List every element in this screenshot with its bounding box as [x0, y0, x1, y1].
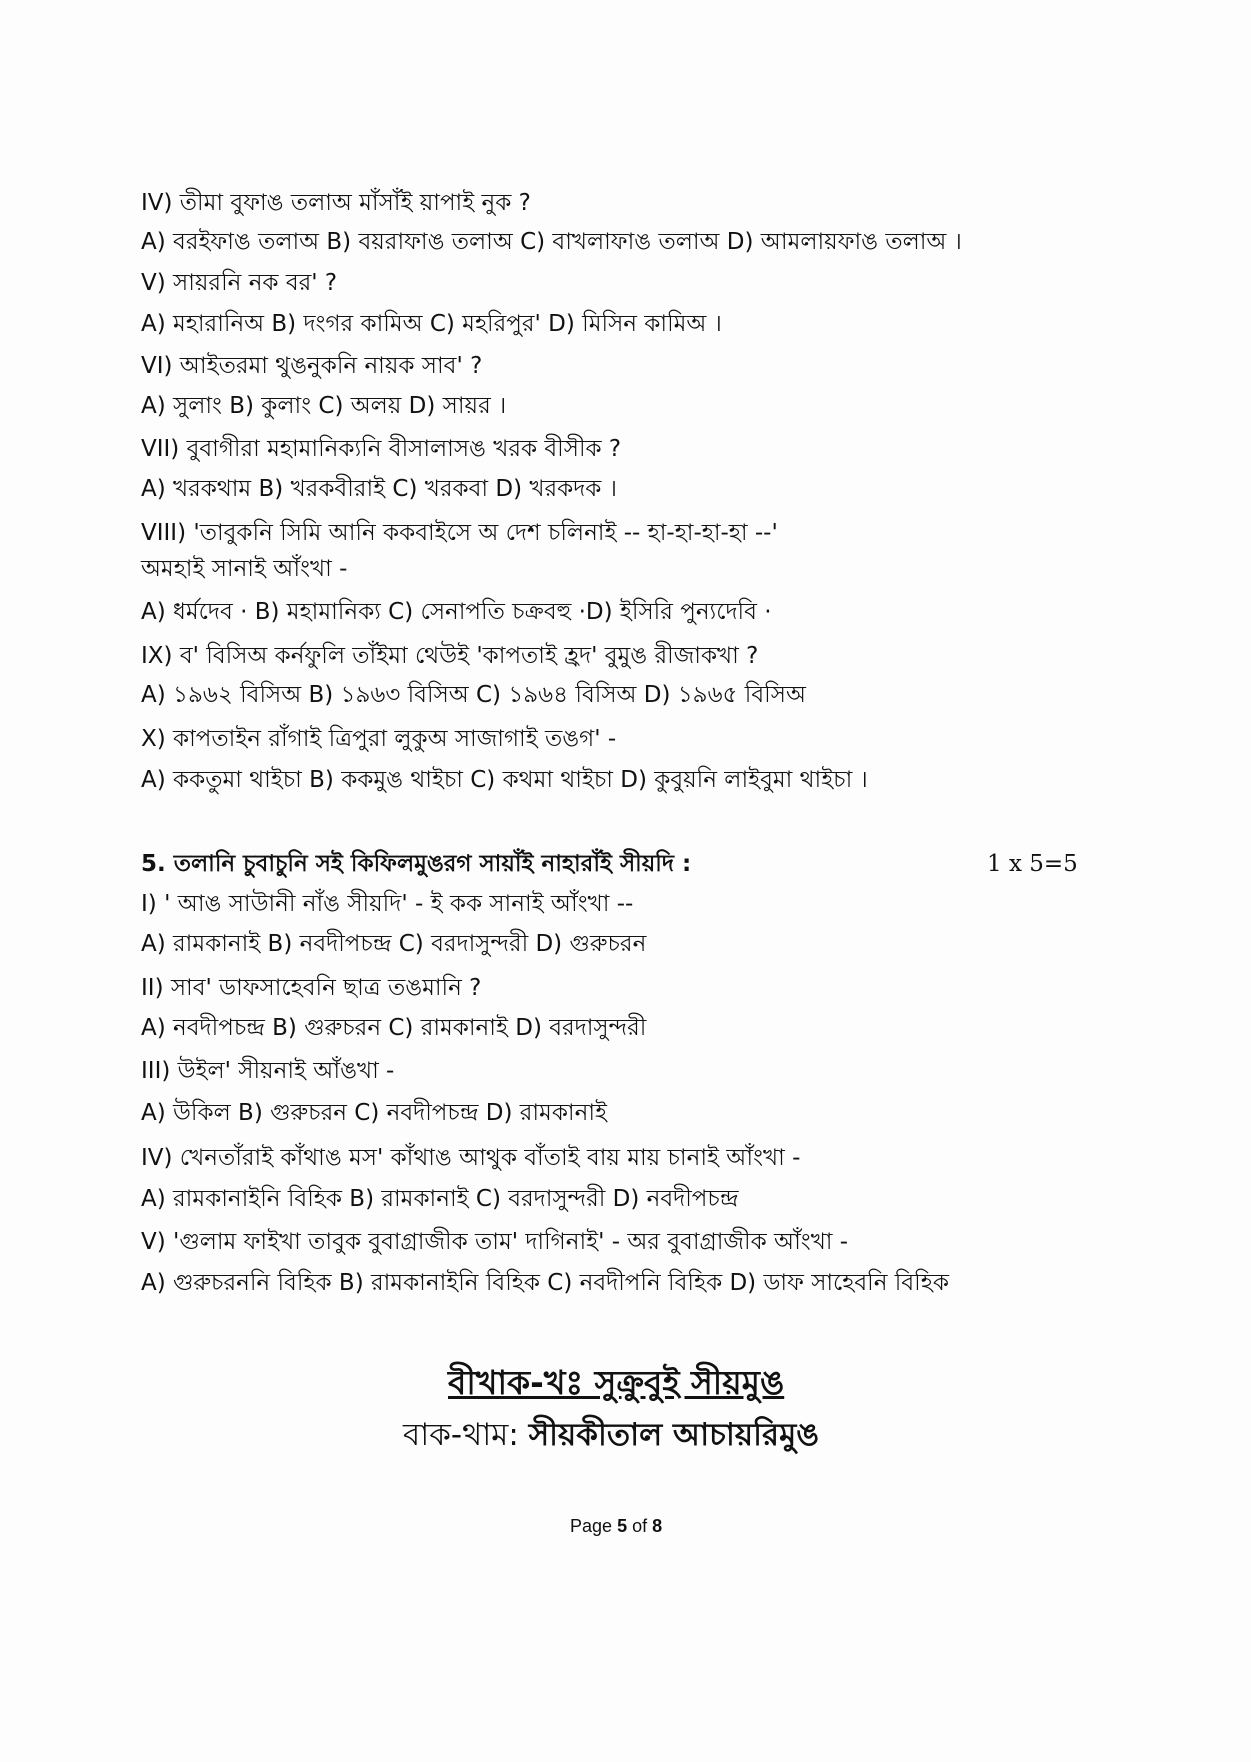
page-prefix: Page: [570, 1516, 613, 1536]
question-v: V) সায়রনি নক বর' ?: [141, 270, 338, 296]
s5-question-iii: III) উইল' সীয়নাই আঁঙখা -: [141, 1058, 395, 1084]
options-x: A) ককতুমা থাইচা B) ককমুঙ থাইচা C) কথমা থাইচা D) কুবুয়নি লাইবুমা থাইচা ।: [141, 767, 868, 793]
page-number: [570, 1515, 662, 1537]
options-viii: A) ধর্মদেব · B) মহামানিক্য C) সেনাপতি চক্রবহু ·D) ইসিরি পুন্যদেবি ·: [141, 599, 772, 625]
author-signature-line: বীখাক-খঃ সুক্রুবুই সীয়মুঙ: [448, 1363, 785, 1402]
question-ix: IX) ব' বিসিঅ কর্নফুলি তাঁইমা থেউই 'কাপতাই হ্রদ' বুমুঙ রীজাকখা ?: [141, 643, 759, 669]
question-vii: VII) বুবাগীরা মহামানিক্যনি বীসালাসঙ খরক বীসীক ?: [141, 436, 622, 462]
page-current: 5: [617, 1516, 628, 1536]
s5-question-iv: IV) খেনতাঁরাই কাঁথাঙ মস' কাঁথাঙ আথুক বাঁতাই বায় মায় চানাই আঁংখা -: [141, 1145, 801, 1171]
s5-options-iv: A) রামকানাইনি বিহিক B) রামকানাই C) বরদাসুন্দরী D) নবদীপচন্দ্র: [141, 1186, 739, 1212]
page-of: of: [632, 1516, 648, 1536]
options-vii: A) খরকথাম B) খরকবীরাই C) খরকবা D) খরকদক ।: [141, 476, 617, 502]
options-iv: A) বরইফাঙ তলাঅ B) বয়রাফাঙ তলাঅ C) বাখলাফাঙ তলাঅ D) আমলায়ফাঙ তলাঅ ।: [141, 229, 962, 255]
s5-question-v: V) 'গুলাম ফাইখা তাবুক বুবাগ্রাজীক তাম' দাগিনাই' - অর বুবাগ্রাজীক আঁংখা -: [141, 1229, 849, 1255]
question-viii-line2: অমহাই সানাই আঁংখা -: [141, 556, 348, 582]
options-ix: A) ১৯৬২ বিসিঅ B) ১৯৬৩ বিসিঅ C) ১৯৬৪ বিসিঅ D) ১৯৬৫ বিসিঅ: [141, 682, 806, 708]
options-vi: A) সুলাং B) কুলাং C) অলয় D) সায়র ।: [141, 393, 507, 419]
editor-line: [403, 1414, 819, 1456]
editor-label: বাক-থাম:: [403, 1417, 519, 1453]
options-v: A) মহারানিঅ B) দংগর কামিঅ C) মহরিপুর' D) মিসিন কামিঅ ।: [141, 311, 722, 337]
editor-name: সীয়কীতাল আচায়রিমুঙ: [528, 1417, 820, 1453]
s5-question-ii: II) সাব' ডাফসাহেবনি ছাত্র তঙমানি ?: [141, 975, 482, 1001]
section-5-marks: 1 x 5=5: [987, 851, 1078, 877]
page-total: 8: [652, 1516, 663, 1536]
question-x: X) কাপতাইন রাঁগাই ত্রিপুরা লুকুঅ সাজাগাই তঙগ' -: [141, 726, 617, 752]
s5-options-ii: A) নবদীপচন্দ্র B) গুরুচরন C) রামকানাই D) বরদাসুন্দরী: [141, 1015, 647, 1041]
question-vi: VI) আইতরমা থুঙনুকনি নায়ক সাব' ?: [141, 353, 483, 379]
section-5-heading: 5. তলানি চুবাচুনি সই কিফিলমুঙরগ সায়াঁই নাহারাঁই সীয়দি :: [141, 851, 692, 877]
s5-question-i: I) ' আঙ সাউানী নাঁঙ সীয়দি' - ই কক সানাই আঁংখা --: [141, 891, 634, 917]
s5-options-i: A) রামকানাই B) নবদীপচন্দ্র C) বরদাসুন্দরী D) গুরুচরন: [141, 931, 647, 957]
s5-options-v: A) গুরুচরননি বিহিক B) রামকানাইনি বিহিক C) নবদীপনি বিহিক D) ডাফ সাহেবনি বিহিক: [141, 1270, 949, 1296]
question-iv: IV) তীমা বুফাঙ তলাঅ মাঁসাঁই য়াপাই নুক ?: [141, 190, 531, 216]
question-viii: VIII) 'তাবুকনি সিমি আনি ককবাইসে অ দেশ চলিনাই -- হা-হা-হা-হা --': [141, 520, 778, 546]
s5-options-iii: A) উকিল B) গুরুচরন C) নবদীপচন্দ্র D) রামকানাই: [141, 1100, 607, 1126]
